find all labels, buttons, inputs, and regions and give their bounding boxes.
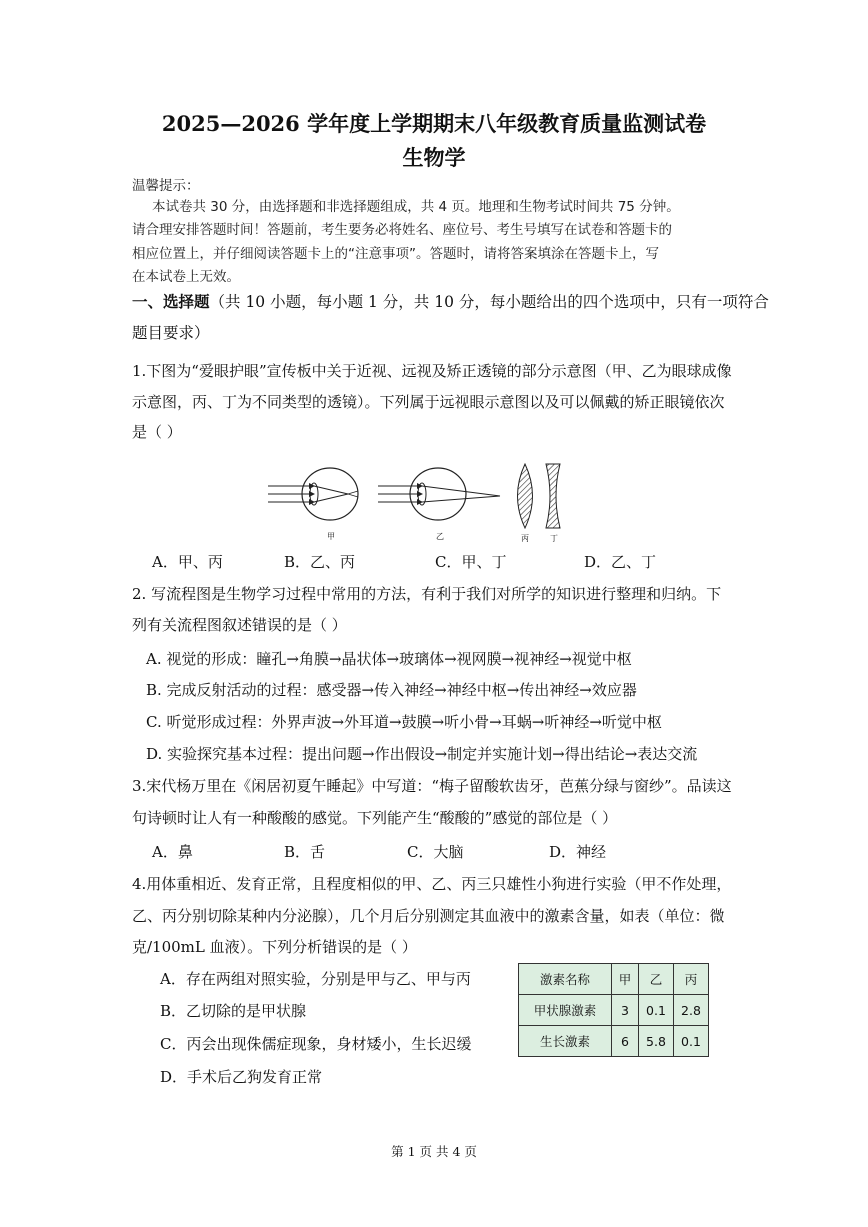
q1-option-c: C．甲、丁 [435,553,507,571]
section-header [132,290,769,312]
eye-lens-figure [268,456,588,546]
q1-option-b: B．乙、丙 [284,553,356,571]
table-row [519,995,709,1026]
table-header-cell: 激素名称 [519,964,612,995]
subject-title: 生物学 [402,145,466,170]
q2-option-c: C. 听觉形成过程：外界声波→外耳道→鼓膜→听小骨→耳蜗→听神经→听觉中枢 [146,713,662,731]
q1-line-2: 示意图，丙、丁为不同类型的透镜）。下列属于远视眼示意图以及可以佩戴的矫正眼镜依次 [132,393,725,411]
table-header-cell: 丙 [674,964,709,995]
section-desc-line2: 题目要求） [132,324,210,342]
table-row [519,1026,709,1057]
table-cell: 3 [612,995,639,1026]
q3-line-2: 句诗顿时让人有一种酸酸的感觉。下列能产生“酸酸的”感觉的部位是（ ） [132,809,618,827]
table-cell: 0.1 [639,995,674,1026]
hormone-table [518,963,709,1057]
exam-title: 2025—2026 学年度上学期期末八年级教育质量监测试卷 [161,111,707,136]
label-bing: 丙 [521,534,529,543]
table-header-cell: 甲 [612,964,639,995]
q2-line-2: 列有关流程图叙述错误的是（ ） [132,616,347,634]
hormone-table-wrap [518,963,709,1057]
convex-lens-bing [518,464,533,528]
label-yi: 乙 [436,532,444,541]
q3-option-a: A．鼻 [152,843,193,861]
table-cell: 6 [612,1026,639,1057]
q4-option-a: A．存在两组对照实验，分别是甲与乙、甲与丙 [160,970,471,988]
table-cell: 甲状腺激素 [519,995,612,1026]
q2-option-a: A. 视觉的形成：瞳孔→角膜→晶状体→玻璃体→视网膜→视神经→视觉中枢 [146,650,632,668]
section-desc: （共 10 小题，每小题 1 分，共 10 分，每小题给出的四个选项中，只有一项符合 [209,293,769,311]
table-cell: 2.8 [674,995,709,1026]
label-jia: 甲 [327,532,335,541]
q4-line-1: 4.用体重相近、发育正常，且程度相似的甲、乙、丙三只雄性小狗进行实验（甲不作处理， [132,875,732,893]
q4-line-3: 克/100mL 血液）。下列分析错误的是（ ） [132,938,417,956]
notice-line-4: 在本试卷上无效。 [132,269,240,285]
q2-option-d: D. 实验探究基本过程：提出问题→作出假设→制定并实施计划→得出结论→表达交流 [146,745,698,763]
table-cell: 生长激素 [519,1026,612,1057]
q2-line-1: 2. 写流程图是生物学习过程中常用的方法，有利于我们对所学的知识进行整理和归纳。下 [132,585,722,603]
notice-line-2: 请合理安排答题时间！答题前，考生要务必将姓名、座位号、考生号填写在试卷和答题卡的 [132,222,672,238]
eye-jia-diagram [268,468,358,520]
q3-line-1: 3.宋代杨万里在《闲居初夏午睡起》中写道：“梅子留酸软齿牙，芭蕉分绿与窗纱”。品读这 [132,777,732,795]
table-header-row [519,964,709,995]
eye-yi-diagram [378,468,500,520]
q1-option-d: D．乙、丁 [584,553,657,571]
q2-option-b: B. 完成反射活动的过程：感受器→传入神经→神经中枢→传出神经→效应器 [146,681,637,699]
table-header-cell: 乙 [639,964,674,995]
q1-line-1: 1.下图为“爱眼护眼”宣传板中关于近视、远视及矫正透镜的部分示意图（甲、乙为眼球成像 [132,362,732,380]
concave-lens-ding [546,464,560,528]
notice-line-1: 本试卷共 30 分，由选择题和非选择题组成，共 4 页。地理和生物考试时间共 75 分钟。 [152,199,680,215]
q3-option-c: C．大脑 [407,843,464,861]
q4-option-d: D．手术后乙狗发育正常 [160,1068,323,1086]
q3-option-d: D．神经 [549,843,607,861]
q4-option-b: B．乙切除的是甲状腺 [160,1002,307,1020]
q4-option-c: C．丙会出现侏儒症现象，身材矮小，生长迟缓 [160,1035,472,1053]
table-cell: 5.8 [639,1026,674,1057]
notice-line-3: 相应位置上，并仔细阅读答题卡上的“注意事项”。答题时，请将答案填涂在答题卡上，写 [132,246,659,262]
section-label: 一、选择题 [132,292,210,311]
table-cell: 0.1 [674,1026,709,1057]
q1-option-a: A．甲、丙 [152,553,223,571]
q3-option-b: B．舌 [284,843,326,861]
q4-line-2: 乙、丙分别切除某种内分泌腺），几个月后分别测定其血液中的激素含量，如表（单位：微 [132,907,725,925]
label-ding: 丁 [550,534,558,543]
notice-heading: 温馨提示： [132,178,200,194]
q1-line-3: 是（ ） [132,423,182,441]
page-footer: 第 1 页 共 4 页 [391,1144,477,1159]
